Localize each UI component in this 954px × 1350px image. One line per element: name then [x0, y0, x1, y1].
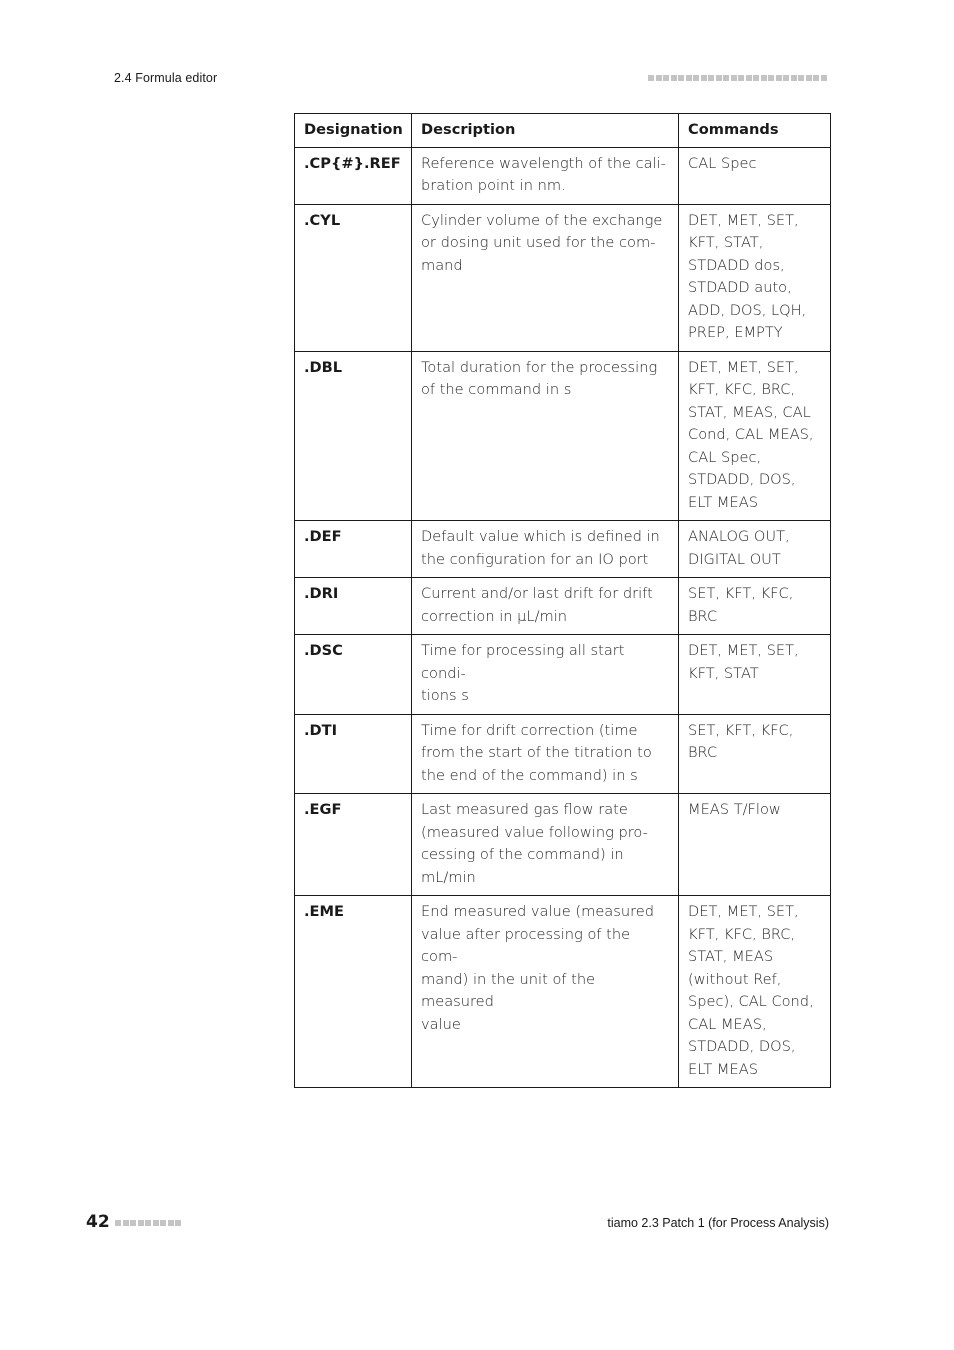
commands-line: PREP, EMPTY — [688, 324, 783, 341]
column-header-designation: Designation — [295, 114, 412, 148]
commands-cell — [679, 794, 831, 896]
commands-line: SET, KFT, KFC, — [688, 585, 794, 602]
description-line: Reference wavelength of the cali- — [421, 154, 666, 172]
description-cell — [412, 147, 679, 204]
page-number: 42 — [86, 1212, 110, 1232]
description-line: Current and/or last drift for drift — [421, 585, 653, 602]
product-name: tiamo 2.3 Patch 1 (for Process Analysis) — [607, 1216, 829, 1230]
commands-line: ELT MEAS — [688, 493, 758, 511]
commands-line: CAL Spec, — [688, 448, 762, 466]
table-row — [295, 521, 831, 578]
commands-cell — [679, 714, 831, 794]
commands-line: BRC — [688, 607, 718, 625]
description-cell — [412, 521, 679, 578]
header-decoration-squares — [648, 75, 827, 81]
commands-line: SET, KFT, KFC, — [688, 721, 794, 739]
designation-cell: .DEF — [295, 521, 412, 578]
designation-cell: .DSC — [295, 635, 412, 715]
description-line: from the start of the titration to — [421, 744, 652, 761]
designation-cell: .EME — [295, 896, 412, 1088]
table-header-row — [295, 114, 831, 148]
description-line: cessing of the command) in — [421, 846, 624, 863]
commands-line: DET, MET, SET, — [688, 642, 799, 659]
section-title: 2.4 Formula editor — [114, 71, 218, 85]
commands-line: Cond, CAL MEAS, — [688, 426, 814, 443]
commands-line: ADD, DOS, LQH, — [688, 301, 807, 319]
commands-line: ELT MEAS — [688, 1060, 758, 1078]
commands-line: BRC — [688, 744, 718, 761]
commands-line: ANALOG OUT, — [688, 528, 790, 545]
commands-cell — [679, 896, 831, 1088]
table-row — [295, 896, 831, 1088]
commands-line: STAT, MEAS, CAL — [688, 403, 811, 421]
variables-table — [294, 113, 831, 1088]
description-line: or dosing unit used for the com- — [421, 234, 656, 251]
description-line: Cylinder volume of the exchange — [421, 211, 663, 229]
description-cell — [412, 896, 679, 1088]
description-line: Last measured gas flow rate — [421, 801, 628, 818]
description-cell — [412, 578, 679, 635]
footer-decoration-squares — [115, 1220, 181, 1226]
table-row — [295, 204, 831, 351]
commands-line: DET, MET, SET, — [688, 358, 799, 376]
commands-line: DIGITAL OUT — [688, 550, 781, 568]
commands-cell — [679, 521, 831, 578]
commands-line: Spec), CAL Cond, — [688, 993, 814, 1010]
description-line: the configuration for an IO port — [421, 550, 649, 568]
designation-cell: .CP{#}.REF — [295, 147, 412, 204]
table-row — [295, 635, 831, 715]
commands-line: CAL MEAS, — [688, 1015, 767, 1033]
commands-line: KFT, STAT, — [688, 234, 764, 251]
description-line: of the command in s — [421, 381, 572, 398]
commands-line: DET, MET, SET, — [688, 903, 799, 920]
commands-line: KFT, KFC, BRC, — [688, 925, 796, 943]
description-line: Time for processing all start condi- — [421, 642, 625, 682]
description-line: bration point in nm. — [421, 177, 566, 194]
description-line: value after processing of the com- — [421, 925, 631, 965]
designation-cell: .DBL — [295, 351, 412, 521]
table-row — [295, 578, 831, 635]
description-cell — [412, 204, 679, 351]
description-line: Total duration for the processing — [421, 358, 658, 376]
column-header-commands: Commands — [679, 114, 831, 148]
commands-cell — [679, 351, 831, 521]
commands-cell — [679, 147, 831, 204]
table-body — [295, 147, 831, 1088]
designation-cell: .DTI — [295, 714, 412, 794]
commands-line: DET, MET, SET, — [688, 211, 799, 229]
description-cell — [412, 714, 679, 794]
commands-line: MEAS T/Flow — [688, 801, 781, 818]
description-line: correction in µL/min — [421, 607, 568, 625]
table-row — [295, 794, 831, 896]
commands-line: STAT, MEAS — [688, 948, 774, 965]
table-row — [295, 147, 831, 204]
description-line: mand) in the unit of the measured — [421, 970, 596, 1010]
commands-line: CAL Spec — [688, 154, 757, 172]
description-line: tions s — [421, 687, 469, 704]
description-line: the end of the command) in s — [421, 766, 638, 784]
commands-line: KFT, STAT — [688, 664, 759, 682]
commands-cell — [679, 204, 831, 351]
commands-cell — [679, 635, 831, 715]
description-line: mL/min — [421, 868, 476, 886]
designation-cell: .EGF — [295, 794, 412, 896]
commands-cell — [679, 578, 831, 635]
description-cell — [412, 351, 679, 521]
table-row — [295, 714, 831, 794]
commands-line: KFT, KFC, BRC, — [688, 381, 796, 398]
commands-line: STDADD, DOS, — [688, 1038, 796, 1055]
commands-line: STDADD, DOS, — [688, 471, 796, 488]
description-line: value — [421, 1015, 461, 1033]
commands-line: STDADD auto, — [688, 279, 792, 296]
commands-line: (without Ref, — [688, 970, 782, 988]
description-line: End measured value (measured — [421, 903, 655, 920]
column-header-description: Description — [412, 114, 679, 148]
description-line: mand — [421, 256, 463, 274]
description-cell — [412, 794, 679, 896]
table-row — [295, 351, 831, 521]
commands-line: STDADD dos, — [688, 256, 785, 274]
description-cell — [412, 635, 679, 715]
description-line: Default value which is defined in — [421, 528, 660, 545]
designation-cell: .CYL — [295, 204, 412, 351]
description-line: (measured value following pro- — [421, 823, 648, 841]
description-line: Time for drift correction (time — [421, 721, 638, 739]
designation-cell: .DRI — [295, 578, 412, 635]
